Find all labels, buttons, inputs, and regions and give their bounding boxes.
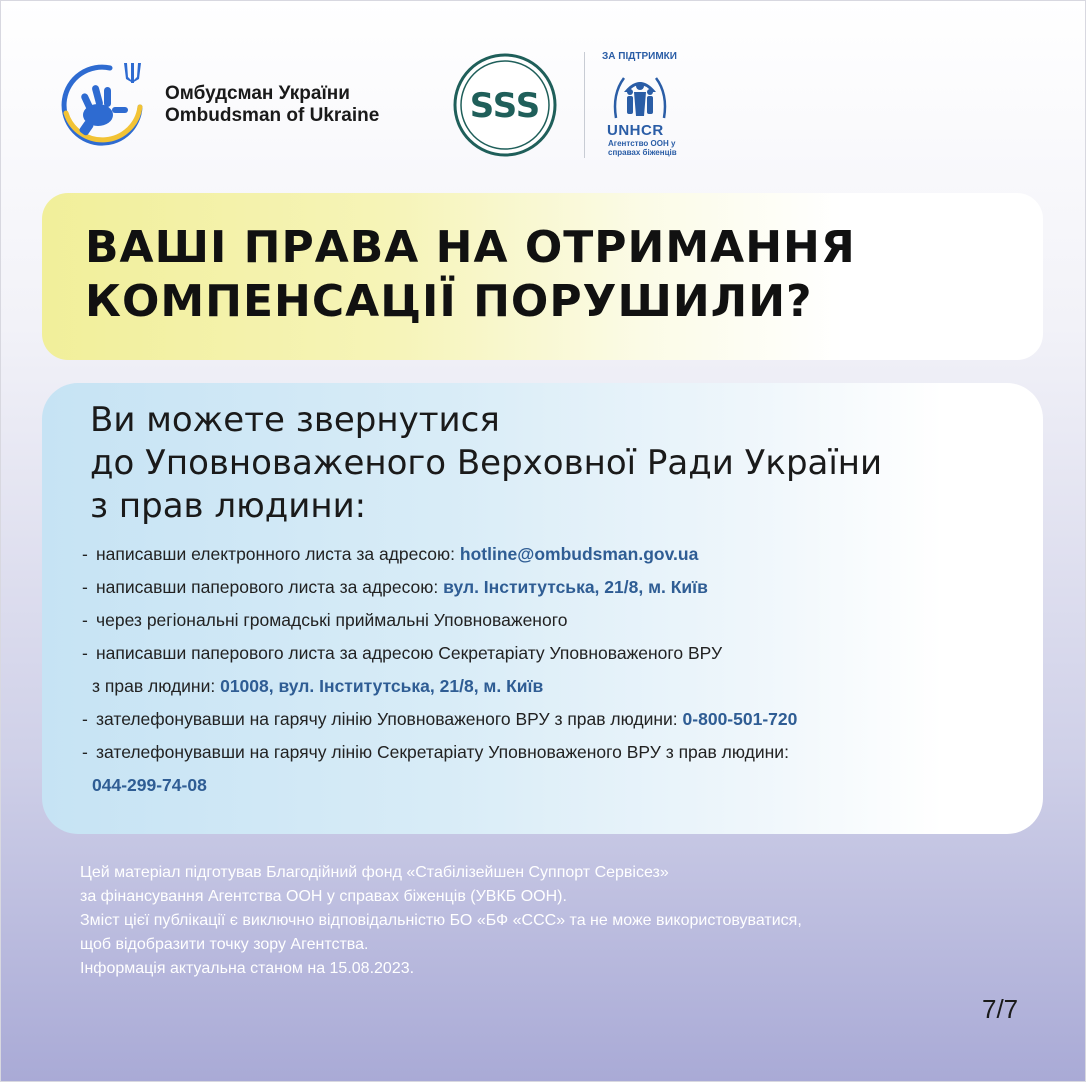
logo-divider (584, 52, 585, 158)
title-banner (42, 193, 1043, 360)
footer-line-3: Зміст цієї публікації є виключно відповідальністю БО «БФ «ССС» та не може використовуватися, (80, 912, 802, 929)
method-text-continued (82, 670, 797, 703)
intro-text (90, 399, 882, 528)
footer-line-4: щоб відобразити точку зору Агентства. (80, 936, 369, 953)
sss-logo (452, 52, 558, 158)
method-text: написавши паперового листа за адресою Секретаріату Уповноваженого ВРУ (96, 643, 723, 663)
ombudsman-logo (52, 55, 152, 155)
method-hotline: - зателефонувавши на гарячу лінію Уповноваженого ВРУ з прав людини: 0-800-501-720 (82, 709, 798, 729)
ombudsman-name (165, 83, 379, 127)
method-text: через регіональні громадські приймальні Уповноваженого (96, 610, 568, 630)
method-secretariat-letter: - написавши паперового листа за адресою Секретаріату Уповноваженого ВРУ з прав людини: 01008, вул. Інститутська, 21/8, м. Київ (82, 637, 797, 703)
method-email: - написавши електронного листа за адресою: hotline@ombudsman.gov.ua (82, 544, 699, 564)
hotline-phone[interactable]: 0-800-501-720 (682, 709, 798, 729)
title-line-2: КОМПЕНСАЦІЇ ПОРУШИЛИ? (85, 276, 813, 327)
info-card (42, 383, 1043, 834)
footer-line-1: Цей матеріал підготував Благодійний фонд «Стабілізейшен Суппорт Сервісез» (80, 864, 669, 881)
footer-line-2: за фінансування Агентства ООН у справах біженців (УВКБ ООН). (80, 888, 567, 905)
email-link[interactable]: hotline@ombudsman.gov.ua (459, 544, 699, 564)
page-number: 7/7 (982, 994, 1019, 1024)
method-text: зателефонувавши на гарячу лінію Уповноваженого ВРУ з прав людини: (96, 709, 683, 729)
intro-line-1: Ви можете звернутися (90, 400, 500, 440)
ombudsman-name-en: Ombudsman of Ukraine (165, 105, 380, 126)
method-text: зателефонувавши на гарячу лінію Секретаріату Уповноваженого ВРУ з прав людини: (96, 742, 789, 762)
method-paper-letter: - написавши паперового листа за адресою: вул. Інститутська, 21/8, м. Київ (82, 577, 708, 597)
method-regional-offices: - через регіональні громадські приймальні Уповноваженого (82, 610, 568, 630)
method-text-2: з прав людини: (92, 676, 221, 696)
footer-disclaimer (80, 861, 802, 981)
ombudsman-name-ua: Омбудсман України (165, 83, 350, 104)
method-secretariat-hotline: - зателефонувавши на гарячу лінію Секретаріату Уповноваженого ВРУ з прав людини: 044-299-74-08 (82, 736, 797, 802)
postal-address: вул. Інститутська, 21/8, м. Київ (443, 577, 708, 597)
intro-line-3: з прав людини: (90, 486, 367, 526)
intro-line-2: до Уповноваженого Верховної Ради України (90, 443, 883, 483)
method-text: написавши електронного листа за адресою: (96, 544, 460, 564)
support-label: ЗА ПІДТРИМКИ (602, 51, 677, 62)
page-title (85, 221, 856, 329)
sss-logo-text: SSS (469, 86, 541, 126)
trident-icon (124, 63, 141, 83)
method-text: написавши паперового листа за адресою: (96, 577, 444, 597)
contact-methods-list (82, 538, 797, 802)
unhcr-emblem-icon (610, 70, 670, 122)
unhcr-subtitle: Агентство ООН у справах біженців (608, 139, 677, 157)
title-line-1: ВАШІ ПРАВА НА ОТРИМАННЯ (85, 222, 856, 273)
unhcr-name: UNHCR (607, 122, 664, 139)
secretariat-address: 01008, вул. Інститутська, 21/8, м. Київ (220, 676, 544, 696)
secretariat-phone[interactable]: 044-299-74-08 (92, 775, 207, 795)
footer-line-5: Інформація актуальна станом на 15.08.2023. (80, 960, 415, 977)
